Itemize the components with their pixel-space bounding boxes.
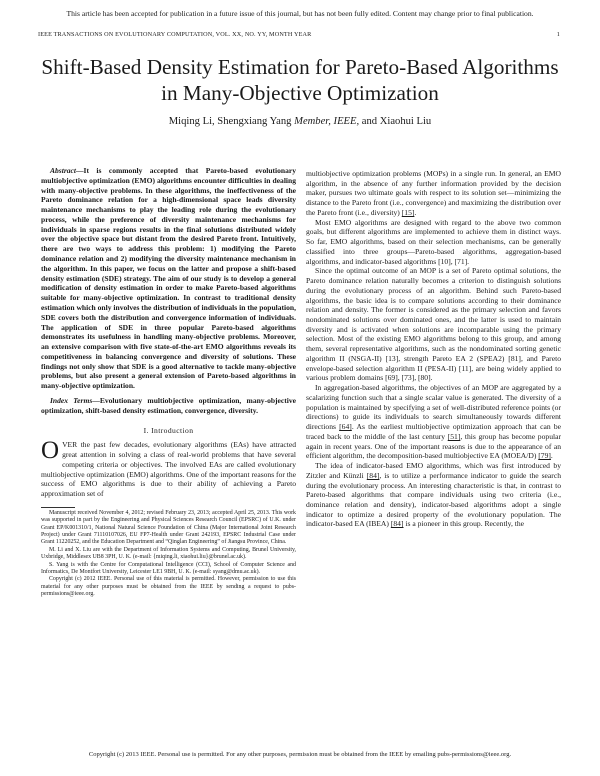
footnote-affiliation-li-liu: M. Li and X. Liu are with the Department of Information Systems and Computing, Brunel University, Uxbridge, Middlesex UB8 3PH, U. K. (e-mail: {miqing.li, xiaohui.liu}@brunel.ac.uk). — [41, 546, 296, 561]
citation-link[interactable]: [79] — [538, 451, 551, 461]
paragraph-text: , is to utilize a performance indicator to guide the search during the evolutionary process. An interesting characteristic is that, in contrast to Pareto-based algorithms that compare individuals using two criteria (i.e., dominance relation and density), indicator-based algorithms adopt a single indicator to optimize a desired property of the evolutionary population. The indicator-based EA (IBEA) — [306, 470, 561, 529]
citation-link[interactable]: [84] — [390, 519, 404, 529]
citation-link[interactable]: [15] — [401, 207, 415, 217]
page-number: 1 — [556, 31, 560, 38]
footnote-copyright: Copyright (c) 2012 IEEE. Personal use of this material is permitted. However, permission to use this material for any other purposes must be obtained from the IEEE by sending a request to pubs-permissions@ieee.org. — [41, 576, 296, 597]
paragraph-text: is a pioneer in this group. Recently, the — [403, 519, 525, 529]
footnote-received: Manuscript received November 4, 2012; revised February 23, 2013; accepted April 25, 2013. This work was supported in part by the Engineering and Physical Sciences Research Council (EPSRC) of U.K. under Grant EP/K001310/1, National Natural Science Foundation of China (Major International Joint Research Project) under Grant 71110107026, EU FP7-Health under Grant 242193, EPSRC Industrial Case under Grant 11220252, and the Education Department and “Qinglan Engineering” of Jiangsu Province, China. — [41, 510, 296, 546]
intro-text: the past few decades, evolutionary algorithms (EAs) have attracted great attention in solving a class of real-world problems that have several competing criteria or objectives. The involved EAs are called evolutionary multiobjective optimization (EMO) algorithms. One of the important reasons for the success of EMO algorithms is due to their ability of achieving a Pareto approximation set of — [41, 440, 296, 499]
author-line — [40, 116, 560, 127]
paragraph-text: . As the earliest multiobjective optimization approach that can be traced back to the middle of the last century — [306, 422, 561, 441]
body-paragraph — [306, 383, 561, 461]
index-terms-text: —Evolutionary multiobjective optimization, many-objective optimization, shift-based density estimation, convergence, diversity. — [41, 395, 296, 415]
paragraph-text: Since the optimal outcome of an MOP is a set of Pareto optimal solutions, the Pareto dominance relation naturally becomes a criterion to distinguish solutions during the evolutionary process of an algorithm. Behind such Pareto-based algorithms, the basic idea is to compare solutions according to their dominance relation and density. The former is considered as the primary selection and favors nondominated solutions over dominated ones, and the latter is used to maintain diversity and is activated when solutions are incomparable using the primary selection. Most of the existing EMO algorithms belong to this group, and among them, several representative algorithms, such as the nondominated sorting genetic algorithm II (NSGA-II) [13], strength Pareto EA 2 (SPEA2) [81], and Pareto envelope-based selection algorithm II (PESA-II) [11], are being widely applied to various problem domains [69], [73], [80]. — [306, 266, 561, 383]
left-column — [41, 166, 296, 598]
paragraph-text: , this group has become popular again in recent years. One of the important reasons is due to the appearance of an efficient algorithm, the decomposition-based multiobjective EA (MOEA/D) — [306, 431, 561, 461]
copyright-footer: Copyright (c) 2013 IEEE. Personal use is permitted. For any other purposes, permission must be obtained from the IEEE by emailing pubs-permissions@ieee.org. — [88, 751, 512, 758]
body-paragraph — [306, 266, 561, 383]
abstract-label: Abstract — [50, 166, 76, 175]
paragraph-text: . — [550, 451, 553, 461]
paragraph-text: multiobjective optimization problems (MOPs) in a single run. In general, an EMO algorithm, in the absence of any further information provided by the decision maker, pursues two ultimate goals with respect to its solution set—minimizing the distance to the Pareto front (i.e., convergence) and maximizing the distribution over the Pareto front (i.e., diversity) — [306, 169, 561, 217]
paragraph-text: Most EMO algorithms are designed with regard to the above two common goals, but different algorithms are implemented to achieve them in distinct ways. So far, EMO algorithms, based on their selection mechanisms, can be generally classified into three groups—Pareto-based algorithms, aggregation-based algorithms, and indicator-based algorithms [10], [71]. — [306, 217, 561, 266]
drop-cap: O — [41, 437, 60, 465]
author-names: Miqing Li, Shengxiang Yang — [168, 116, 292, 127]
preprint-notice: This article has been accepted for publication in a future issue of this journal, but has not been fully edited. Content may change prior to final publication. — [66, 9, 534, 18]
paragraph-text: In aggregation-based algorithms, the objectives of an MOP are aggregated by a scalarizing function such that a single scalar value is generated. The diversity of a population is maintained by specifying a set of well-distributed reference points (or directions) to guide its individuals to search simultaneously towards different directions — [306, 383, 561, 432]
paragraph-text: . — [414, 207, 417, 217]
body-paragraph — [306, 169, 561, 218]
right-column — [306, 169, 561, 529]
intro-first-word: VER — [62, 440, 78, 450]
footnote-rule — [41, 507, 75, 508]
index-terms — [41, 396, 296, 416]
citation-link[interactable]: [84] — [366, 470, 380, 480]
author-last: and Xiaohui Liu — [361, 116, 432, 127]
abstract — [41, 166, 296, 391]
body-paragraph — [306, 461, 561, 529]
author-membership: Member, IEEE, — [294, 116, 360, 127]
abstract-text: —It is commonly accepted that Pareto-based evolutionary multiobjective optimization (EMO) algorithms encounter difficulties in dealing with many-objective problems. In these algorithms, the ineffectiveness of the Pareto dominance relation for a high-dimensional space leads diversity maintenance mechanisms to play the leading role during the evolutionary process, while the preference of diversity maintenance mechanisms for individuals in sparse regions results in the final solutions distributed widely over the objective space but distant from the desired Pareto front. Intuitively, there are two ways to address this problem: 1) modifying the Pareto dominance relation and 2) modifying the diversity maintenance mechanism in the algorithm. In this paper, we focus on the latter and propose a shift-based density estimation (SDE) strategy. The aim of our study is to develop a general modification of density estimation in order to make Pareto-based algorithms suitable for many-objective optimization. In contrast to traditional density estimation which only involves the distribution of individuals in the population, SDE covers both the distribution and convergence information of individuals. The application of SDE in three popular Pareto-based algorithms demonstrates its usefulness in handling many-objective problems. Moreover, an extensive comparison with five state-of-the-art EMO algorithms reveals its competitiveness in balancing convergence and diversity of solutions. These findings not only show that SDE is a good alternative to tackle many-objective problems, but also present a general extension of Pareto-based algorithms in many-objective optimization. — [41, 166, 296, 391]
journal-name: IEEE TRANSACTIONS ON EVOLUTIONARY COMPUTATION, VOL. XX, NO. YY, MONTH YEAR — [38, 31, 312, 38]
footnote-affiliation-yang: S. Yang is with the Centre for Computational Intelligence (CCI), School of Computer Science and Informatics, De Montfort University, Leicester LE1 9BH, U. K. (e-mail: syang@dmu.ac.uk). — [41, 561, 296, 575]
index-terms-label: Index Terms — [50, 395, 93, 405]
paragraph-text: The idea of indicator-based EMO algorithms, which was first introduced by Zitzler and Künzli — [306, 461, 561, 480]
paper-title: Shift-Based Density Estimation for Pareto-Based Algorithms in Many-Objective Optimization — [41, 55, 559, 105]
body-paragraph — [306, 218, 561, 267]
citation-link[interactable]: [51] — [447, 431, 461, 441]
running-head — [38, 31, 560, 38]
section-heading-introduction: I. Introduction — [143, 425, 194, 435]
citation-link[interactable]: [64] — [339, 422, 352, 432]
intro-paragraph — [41, 437, 296, 499]
